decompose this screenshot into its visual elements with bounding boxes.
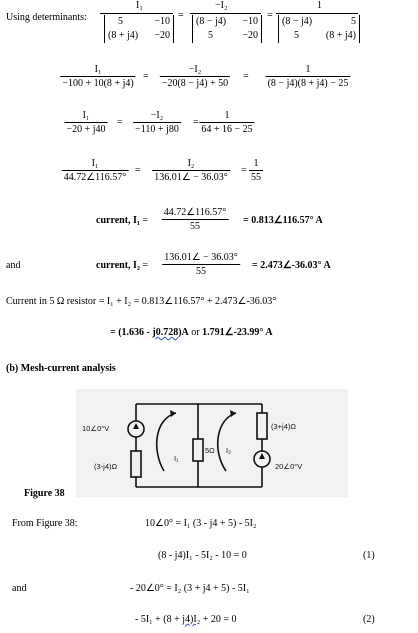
step3-frac-1: I₁ −20 + j40 [66,110,106,135]
impedance2-label: (3+j4)Ω [271,422,296,431]
det1-numerator: I₁ [136,0,143,11]
current1-label: current, I₁ = [96,215,149,226]
figure-caption: Figure 38 [24,488,65,499]
det2-bar [190,13,261,14]
step4-equals-1: = [135,165,141,176]
current1-result: = 0.813∠116.57° A [243,215,323,226]
and-text-2: and [12,583,27,594]
equation-2: - 5I₁ + (8 + j4)I₂ + 20 = 0 [135,614,237,625]
current1-frac: 44.72∠116.57° 55 [163,207,227,232]
step4-frac-1: I₁ 44.72∠116.57° [63,158,127,183]
mesh-equation-a: 10∠0° = I₁ (3 - j4 + 5) - 5I₂ [145,518,257,529]
det2-matrix: (8 − j4) −10 5 −20 [192,15,262,43]
equation-1-number: (1) [363,550,375,561]
resistor-current-line: Current in 5 Ω resistor = I₁ + I₂ = 0.813∠116.57° + 2.473∠-36.03° [6,296,277,307]
equals-1: = [178,10,184,21]
resistor-label: 5Ω [205,446,215,455]
intro-text: Using determinants: [6,12,87,23]
equation-2-number: (2) [363,614,375,625]
source1-label: 10∠0°V [82,424,110,433]
step4-frac-3: 1 55 [251,158,261,183]
step3-equals-1: = [117,117,123,128]
impedance1-label: (3-j4)Ω [94,462,118,471]
step3-frac-2: −I₂ −110 + j80 [135,110,179,135]
current2-result: = 2.473∠-36.03° A [252,260,331,271]
step2-equals-2: = [243,71,249,82]
current2-frac: 136.01∠ − 36.03° 55 [164,252,238,277]
mesh1-label: I₁ [174,454,179,463]
step3-equals-2: = [193,117,199,128]
det2-numerator: −I₂ [215,0,228,11]
resistor-current-result: = (1.636 - j0.728)A or 1.791∠-23.99° A [110,327,273,338]
from-figure-text: From Figure 38: [12,518,78,529]
step3-frac-3: 1 64 + 16 − 25 [201,110,253,135]
det3-bar [276,13,358,14]
det1-matrix: 5 −10 (8 + j4) −20 [104,15,174,43]
section-b-heading: (b) Mesh-current analysis [6,363,116,374]
equals-2: = [267,10,273,21]
step2-equals-1: = [143,71,149,82]
step2-frac-2: −I₂ −20(8 − j4) + 50 [161,64,229,89]
step4-equals-2: = [241,165,247,176]
step4-frac-2: I₂ 136.01∠ − 36.03° [154,158,228,183]
mesh-equation-b: - 20∠0° = I₂ (3 + j4 + 5) - 5I₁ [130,583,250,594]
step2-frac-3: 1 (8 − j4)(8 + j4) − 25 [267,64,349,89]
det3-matrix: (8 − j4) 5 5 (8 + j4) [278,15,360,43]
and-text-1: and [6,260,21,271]
circuit-diagram [76,389,348,497]
det3-numerator: 1 [317,0,322,11]
mesh2-label: I₂ [226,446,231,455]
step2-frac-1: I₁ −100 + 10(8 + j4) [62,64,134,89]
current2-label: current, I₂ = [96,260,149,271]
det1-bar [100,13,173,14]
equation-1: (8 - j4)I₁ - 5I₂ - 10 = 0 [158,550,247,561]
source2-label: 20∠0°V [275,462,303,471]
